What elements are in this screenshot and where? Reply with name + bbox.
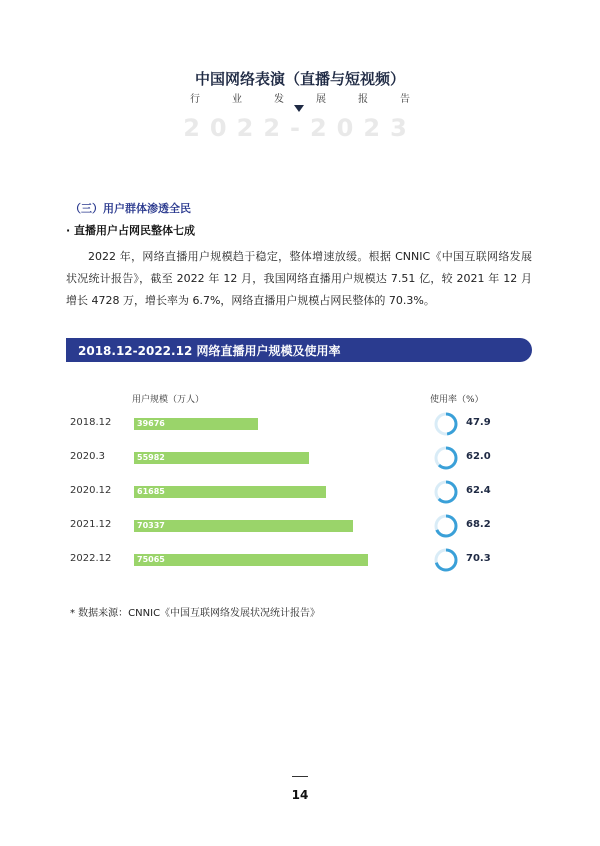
user-bar-value: 75065 xyxy=(137,555,165,564)
usage-rate-ring xyxy=(434,514,458,538)
usage-rate-ring xyxy=(434,412,458,436)
user-bar xyxy=(134,520,353,532)
subtitle-char: 业 xyxy=(232,94,242,105)
user-bar-value: 61685 xyxy=(137,487,165,496)
row-date-label: 2020.3 xyxy=(70,451,105,462)
usage-rate-value: 70.3 xyxy=(466,553,491,564)
row-date-label: 2021.12 xyxy=(70,519,112,530)
user-bar-value: 70337 xyxy=(137,521,165,530)
user-bar-value: 39676 xyxy=(137,419,165,428)
subtitle-char: 发 xyxy=(274,94,284,105)
section-subtitle: · 直播用户占网民整体七成 xyxy=(66,224,196,237)
subtitle-char: 报 xyxy=(358,94,368,105)
report-subtitle xyxy=(190,90,410,105)
row-date-label: 2022.12 xyxy=(70,553,112,564)
section-title: （三）用户群体渗透全民 xyxy=(70,202,191,215)
usage-rate-value: 62.4 xyxy=(466,485,491,496)
row-date-label: 2018.12 xyxy=(70,417,112,428)
report-years: 2022-2023 xyxy=(183,114,417,142)
page-divider xyxy=(292,776,308,777)
chart-banner-title: 2018.12-2022.12 网络直播用户规模及使用率 xyxy=(78,344,341,358)
report-title: 中国网络表演（直播与短视频） xyxy=(194,70,405,88)
user-bar-value: 55982 xyxy=(137,453,165,462)
page-number: 14 xyxy=(291,788,309,802)
usage-rate-value: 47.9 xyxy=(466,417,491,428)
data-source-note: * 数据来源：CNNIC《中国互联网络发展状况统计报告》 xyxy=(70,608,321,619)
usage-rate-ring xyxy=(434,446,458,470)
usage-rate-ring xyxy=(434,480,458,504)
users-axis-label: 用户规模（万人） xyxy=(132,395,205,405)
triangle-down-icon xyxy=(294,105,304,112)
usage-rate-value: 68.2 xyxy=(466,519,491,530)
user-bar xyxy=(134,554,368,566)
row-date-label: 2020.12 xyxy=(70,485,112,496)
rate-axis-label: 使用率（%） xyxy=(430,395,484,405)
subtitle-char: 告 xyxy=(400,94,410,105)
subtitle-char: 行 xyxy=(190,94,200,105)
usage-rate-ring xyxy=(434,548,458,572)
section-paragraph: 2022 年，网络直播用户规模趋于稳定，整体增速放缓。根据 CNNIC《中国互联网络发展状况统计报告》，截至 2022 年 12 月，我国网络直播用户规模达 7.51 亿，较 2021 年 12 月增长 4728 万，增长率为 6.7%，网络直播用户规模占网民整体的 70.3%。 xyxy=(66,250,532,307)
subtitle-char: 展 xyxy=(316,94,326,105)
usage-rate-value: 62.0 xyxy=(466,451,491,462)
